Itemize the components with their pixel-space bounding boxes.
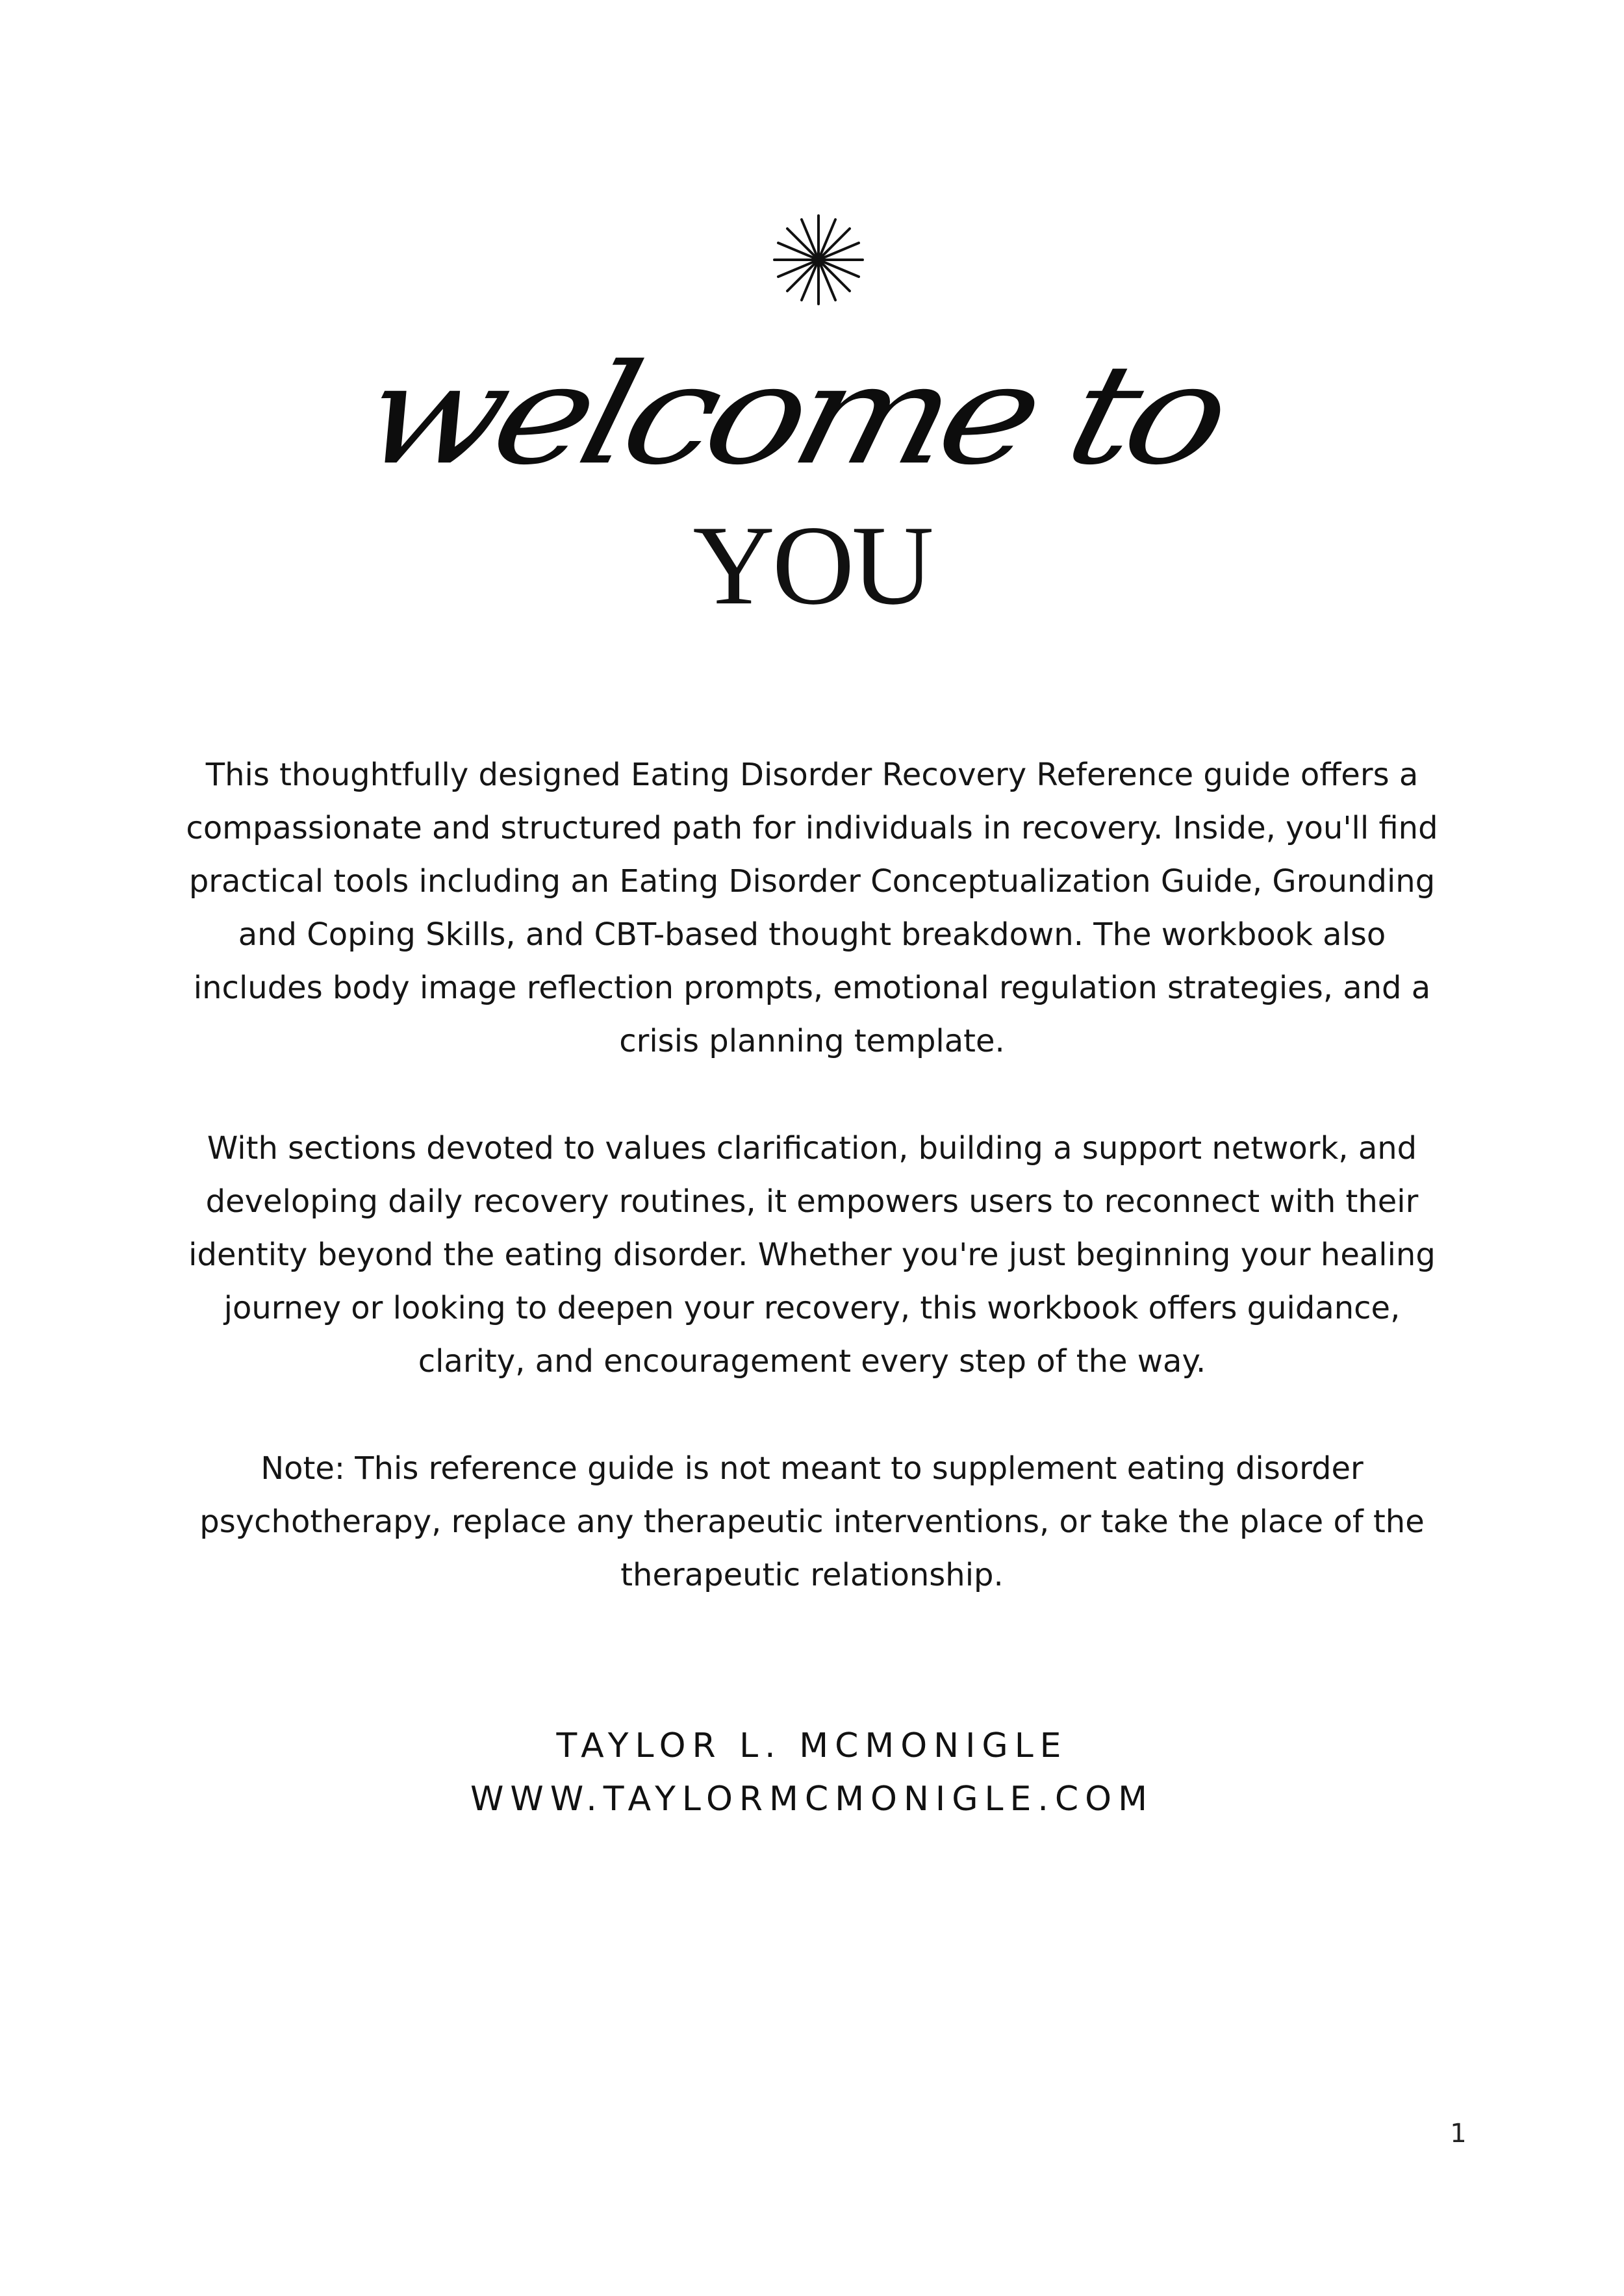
welcome-title-main: YOU (692, 502, 932, 628)
intro-paragraph: This thoughtfully designed Eating Disorder Recovery Reference guide offers a compassionate and structured path for individuals in recovery. Inside, you'll find practical tools including an Eating Disorder Conceptualization Guide, Grounding and Coping Skills, and CBT-based thought breakdown. The workbook also includes body image reflection prompts, emotional regulation strategies, and a crisis planning template. (186, 757, 1438, 1059)
page-number: 1 (1450, 2119, 1467, 2149)
welcome-title-script: welcome to (348, 334, 1238, 496)
author-name: TAYLOR L. MCMONIGLE (556, 1726, 1068, 1765)
starburst-icon (773, 214, 864, 305)
disclaimer-note: Note: This reference guide is not meant to supplement eating disorder psychotherapy, replace any therapeutic interventions, or take the place of the therapeutic relationship. (199, 1450, 1425, 1593)
author-website: WWW.TAYLORMCMONIGLE.COM (470, 1780, 1154, 1819)
sections-paragraph: With sections devoted to values clarification, building a support network, and developing daily recovery routines, it empowers users to reconnect with their identity beyond the eating disorder. Whether you're just beginning your healing journey or looking to deepen your recovery, this workbook offers guidance, clarity, and encouragement every step of the way. (188, 1130, 1436, 1380)
